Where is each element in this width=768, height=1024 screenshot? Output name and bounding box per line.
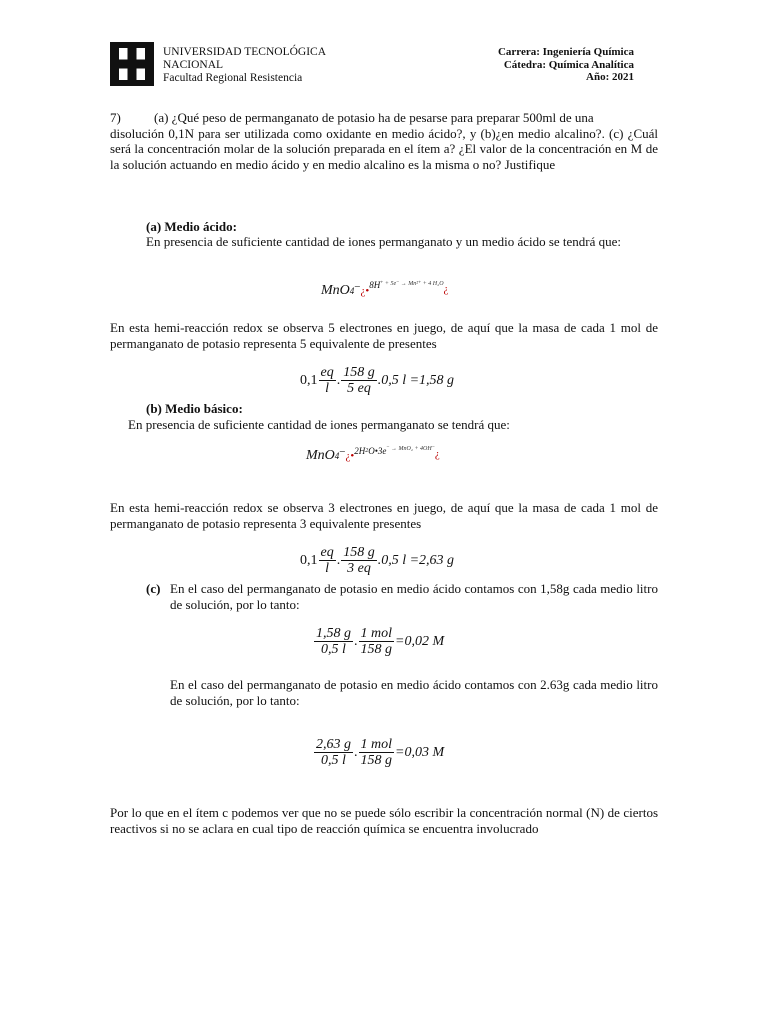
calc-b-lead: 0,1	[300, 552, 318, 568]
eq-b-sub: 4	[334, 451, 340, 461]
calc-a-lead: 0,1	[300, 372, 318, 388]
section-b-title: (b) Medio básico:	[146, 401, 243, 416]
course-info	[498, 46, 634, 84]
section-b-intro: En presencia de suficiente cantidad de iones permanganato se tendrá que:	[128, 417, 510, 432]
calc-b-f2-den: 3 eq	[347, 561, 371, 576]
calc-c1-f1-den: 0,5 l	[321, 642, 346, 657]
section-b-calculation: 0,1 $\frac{eq}{l}$ . $\frac{158 g}{3 eq}$ .0,5 l =2,63 g	[300, 545, 455, 576]
eq-b-tail-sub: 2	[365, 448, 369, 454]
calc-a-tail: .0,5 l =1,58 g	[377, 372, 455, 388]
calc-c2-result: =0,03 M	[395, 744, 445, 760]
section-c-text2: En el caso del permanganato de potasio en medio ácido contamos con 2.63g cada medio litro de solución, por lo tanto:	[170, 677, 658, 708]
calc-b-fraction2	[341, 545, 377, 576]
catedra-label: Cátedra: Química Analítica	[503, 58, 634, 71]
year-label: Año: 2021	[586, 71, 634, 83]
eq-a-main: MnO	[321, 283, 350, 298]
calc-c1-fraction2	[359, 626, 395, 657]
eq-b-tail2: O•3e	[368, 446, 387, 456]
utn-logo-icon	[110, 42, 154, 86]
eq-a-tiny: ⁺ + 5e⁻ → Mn²⁺ + 4 H₂O	[380, 280, 444, 287]
calc-a-f2-den: 5 eq	[347, 381, 371, 396]
calc-a-f1-den: l	[325, 381, 330, 396]
section-a-calculation: 0,1 $\frac{eq}{l}$ . $\frac{158 g}{5 eq}$ .0,5 l =1,58 g	[300, 365, 455, 396]
calc-a-f2-num: 158 g	[343, 365, 375, 380]
section-b-equation: MnO 4 − ¿• 2H $_2$ O•3e ⁻ → MnO₂ + 4OH⁻ ¿	[306, 445, 440, 463]
eq-a-tail: 8H	[369, 280, 381, 290]
calc-c1-result: =0,02 M	[395, 633, 445, 649]
calc-c1-f2-num: 1 mol	[360, 626, 392, 641]
calc-c2-fraction1	[314, 737, 353, 768]
section-a-title: (a) Medio ácido:	[146, 219, 237, 234]
eq-b-sup: −	[339, 446, 346, 458]
section-a-equation: MnO 4 − ¿• 8H ⁺ + 5e⁻ → Mn²⁺ + 4 H₂O ¿	[321, 280, 449, 298]
eq-b-tiny: ⁻ → MnO₂ + 4OH⁻	[386, 445, 435, 452]
section-c-calculation2: $\frac{2,63 g}{0,5 l}$ . $\frac{\text{1 mol}}{158 g}$ =0,03 M	[316, 737, 445, 768]
calc-c1-fraction1	[314, 626, 353, 657]
section-c-text1: En el caso del permanganato de potasio en medio ácido contamos con 1,58g cada medio litro de solución, por lo tanto:	[170, 581, 658, 612]
university-name-line2: NACIONAL	[163, 59, 224, 71]
carrera-label: Carrera: Ingeniería Química	[497, 46, 634, 58]
calc-a-fraction2	[341, 365, 377, 396]
calc-b-fraction1	[319, 545, 336, 576]
section-c-calculation1: $\frac{1,58 g}{0,5 l}$ . $\frac{\text{1 mol}}{158 g}$ =0,02 M	[316, 626, 445, 657]
calc-b-tail: .0,5 l =2,63 g	[377, 552, 455, 568]
calc-b-f1-num: eq	[320, 545, 334, 560]
eq-b-tail: 2H	[354, 446, 366, 456]
calc-c2-f2-den: 158 g	[360, 753, 392, 768]
section-c-label: (c)	[146, 581, 161, 596]
university-name	[163, 46, 326, 85]
calc-c1-f1-num: 1,58 g	[316, 626, 351, 641]
calc-c2-f1-den: 0,5 l	[321, 753, 346, 768]
calc-a-fraction1	[319, 365, 336, 396]
calc-a-f1-num: eq	[320, 365, 334, 380]
eq-b-main: MnO	[306, 448, 335, 463]
conclusion: Por lo que en el ítem c podemos ver que no se puede sólo escribir la concentración normal (N) de ciertos reactivos si no se aclara en cual tipo de reacción química se encuentra involucrado	[110, 805, 658, 836]
calc-b-f2-num: 158 g	[343, 545, 375, 560]
question-text: disolución 0,1N para ser utilizada como oxidante en medio ácido?, y (b)¿en medio alcalino?. (c) ¿Cuál será la concentración molar de la solución preparada en el ítem a? ¿El valor de la concentración en M de la solución actuando en medio ácido y en medio alcalino es la misma o no? Justifique	[110, 125, 658, 172]
calc-b-f1-den: l	[325, 561, 330, 576]
calc-c2-f1-num: 2,63 g	[316, 737, 351, 752]
question-number: 7)	[110, 110, 121, 125]
university-name-line1: UNIVERSIDAD TECNOLÓGICA	[163, 46, 327, 58]
calc-c1-f2-den: 158 g	[360, 642, 392, 657]
faculty-name: Facultad Regional Resistencia	[163, 72, 303, 84]
calc-c2-f2-num: 1 mol	[360, 737, 392, 752]
calc-c2-fraction2	[359, 737, 395, 768]
eq-a-sup: −	[354, 281, 361, 293]
section-a-explanation: En esta hemi-reacción redox se observa 5 electrones en juego, de aquí que la masa de cada 1 mol de permanganato de potasio representa 5 equivalente de presentes	[110, 320, 658, 351]
section-a-intro: En presencia de suficiente cantidad de iones permanganato y un medio ácido se tendrá que:	[146, 234, 622, 249]
section-b-explanation: En esta hemi-reacción redox se observa 3 electrones en juego, de aquí que la masa de cada 1 mol de permanganato de potasio representa 3 equivalente presentes	[110, 500, 658, 531]
eq-a-sub: 4	[349, 286, 355, 296]
question-line1: (a) ¿Qué peso de permanganato de potasio ha de pesarse para preparar 500ml de una	[154, 110, 594, 125]
question-block	[110, 110, 658, 172]
